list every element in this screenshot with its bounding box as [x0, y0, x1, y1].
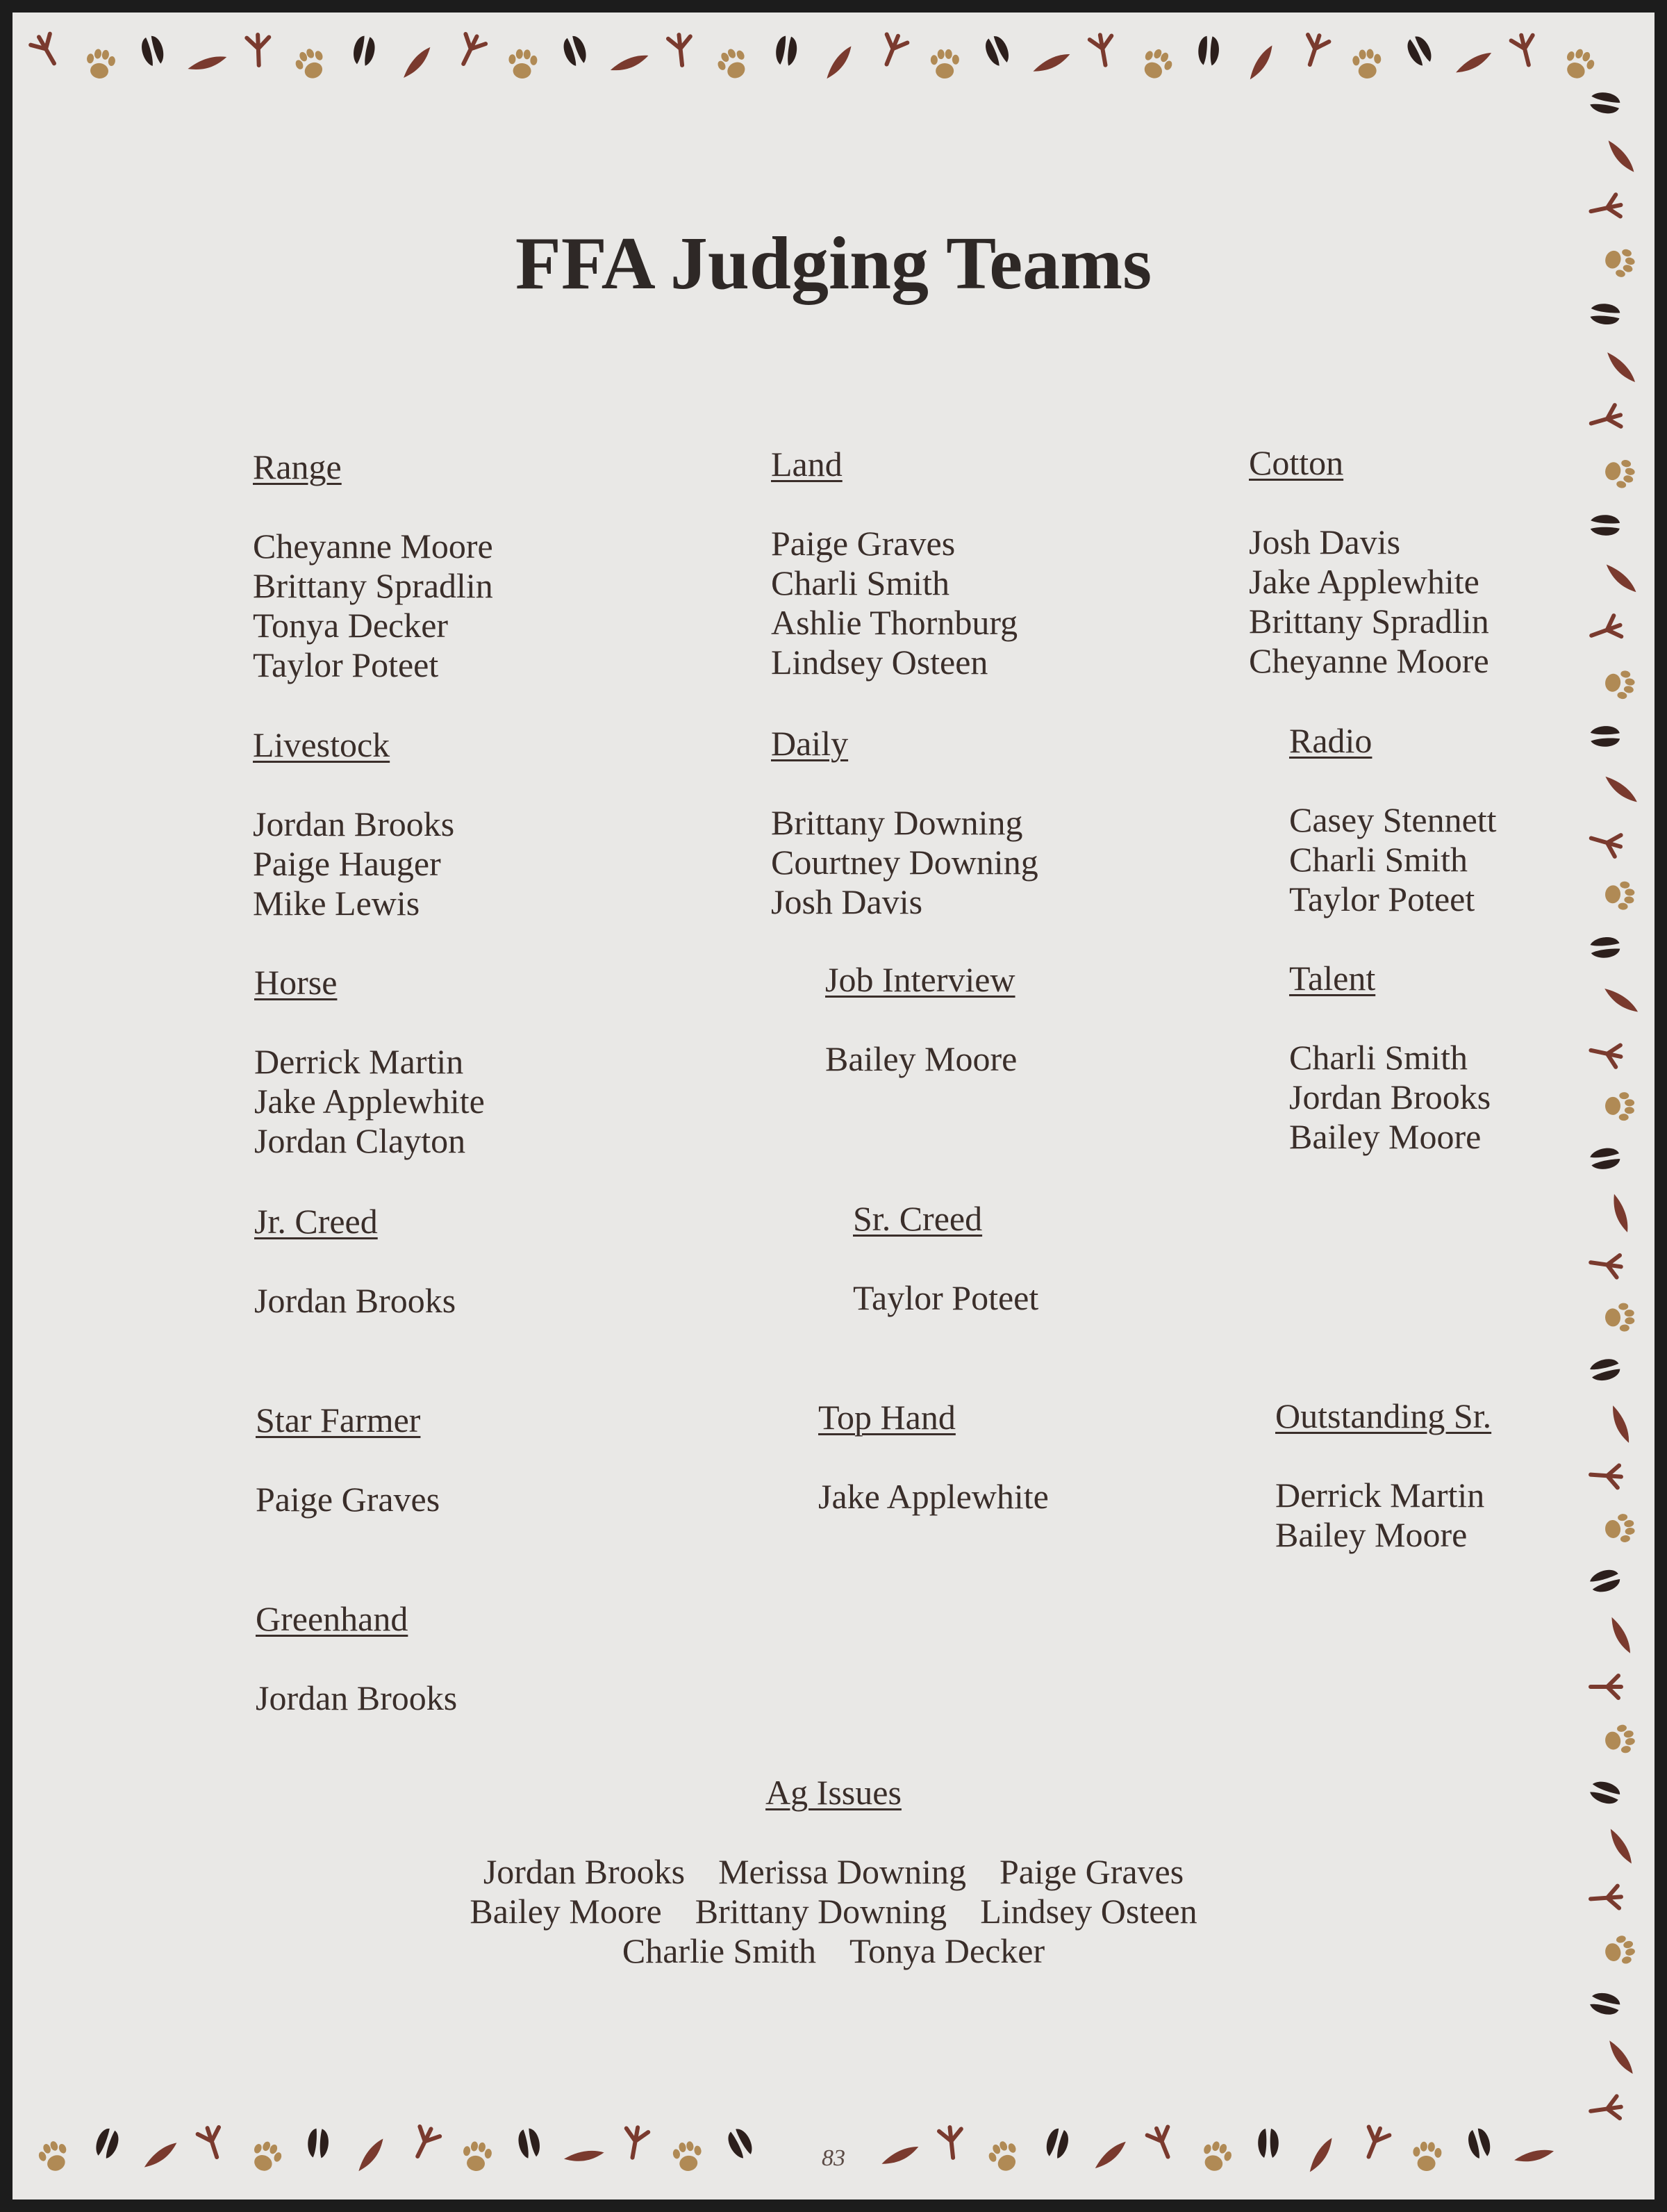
ag-issues-row — [13, 1852, 1654, 1892]
section-heading: Jr. Creed — [254, 1202, 378, 1241]
section-heading: Greenhand — [256, 1599, 408, 1638]
paw-print-icon — [1560, 45, 1598, 83]
feather-track-icon — [1607, 350, 1635, 384]
team-member: Cheyanne Moore — [1249, 641, 1489, 680]
team-member: Cheyanne Moore — [253, 527, 493, 566]
team-member: Bailey Moore — [1275, 1515, 1468, 1554]
paw-print-icon — [292, 44, 330, 83]
team-member: Paige Hauger — [253, 844, 441, 883]
feather-track-icon — [1604, 1405, 1637, 1443]
bird-track-icon — [1089, 33, 1116, 67]
team-job-interview — [825, 960, 1017, 1079]
team-member: Jordan Brooks — [483, 1852, 686, 1891]
team-member: Charli Smith — [771, 563, 949, 602]
hoof-print-icon — [1590, 515, 1620, 536]
yearbook-page — [13, 13, 1654, 2199]
bird-track-icon — [1589, 1039, 1623, 1067]
bird-track-icon — [1589, 194, 1623, 222]
section-heading: Top Hand — [818, 1398, 956, 1437]
bird-track-icon — [1588, 404, 1623, 434]
team-member: Paige Graves — [1000, 1852, 1184, 1891]
team-member: Casey Stennett — [1289, 800, 1497, 839]
team-member: Jordan Brooks — [256, 1678, 458, 1717]
section-heading: Job Interview — [825, 960, 1015, 999]
team-ag-issues — [13, 1773, 1654, 1971]
section-heading: Horse — [254, 963, 338, 1002]
team-member: Josh Davis — [1249, 522, 1401, 561]
team-member: Charlie Smith — [622, 1931, 817, 1970]
hoof-print-icon — [774, 35, 799, 67]
paw-print-icon — [1602, 456, 1637, 490]
team-member: Merissa Downing — [718, 1852, 966, 1891]
section-heading: Land — [771, 445, 843, 484]
team-member: Josh Davis — [771, 882, 923, 921]
team-member: Jordan Brooks — [1289, 1078, 1491, 1116]
feather-track-icon — [399, 47, 435, 78]
feather-track-icon — [1456, 48, 1491, 78]
team-member: Derrick Martin — [254, 1042, 464, 1081]
team-talent — [1289, 959, 1491, 1157]
section-heading: Daily — [771, 724, 849, 763]
team-horse — [254, 963, 485, 1161]
team-member: Derrick Martin — [1275, 1476, 1485, 1514]
section-heading: Cotton — [1249, 443, 1344, 482]
hoof-print-icon — [1589, 1356, 1622, 1383]
section-heading: Radio — [1289, 721, 1372, 760]
section-heading: Sr. Creed — [853, 1199, 983, 1238]
bird-track-icon — [1588, 827, 1623, 857]
feather-track-icon — [1033, 47, 1070, 79]
section-heading: Livestock — [253, 725, 390, 764]
hoof-print-icon — [1590, 725, 1620, 747]
bird-track-icon — [1589, 2096, 1623, 2122]
team-member: Brittany Spradlin — [253, 566, 493, 605]
feather-track-icon — [1607, 561, 1636, 596]
team-member: Ashlie Thornburg — [771, 603, 1018, 642]
page-title: FFA Judging Teams — [515, 222, 1152, 305]
team-member: Paige Graves — [256, 1480, 440, 1519]
team-member: Mike Lewis — [253, 884, 420, 923]
team-greenhand — [256, 1599, 457, 1718]
feather-track-icon — [1606, 1617, 1636, 1653]
hoof-print-icon — [139, 34, 167, 68]
feather-track-icon — [611, 47, 649, 80]
team-cotton — [1249, 443, 1489, 681]
bird-track-icon — [1589, 1251, 1623, 1278]
team-member: Taylor Poteet — [1289, 880, 1475, 918]
ag-issues-members — [13, 1852, 1654, 1971]
team-member: Brittany Spradlin — [1249, 602, 1489, 641]
hoof-print-icon — [1197, 35, 1220, 66]
feather-track-icon — [1242, 45, 1280, 79]
feather-track-icon — [1604, 1194, 1638, 1232]
feather-track-icon — [1604, 982, 1638, 1020]
team-radio — [1289, 721, 1497, 919]
bird-track-icon — [668, 33, 693, 66]
hoof-print-icon — [1590, 936, 1621, 959]
team-livestock — [253, 725, 454, 923]
team-jr-creed — [254, 1202, 456, 1321]
paw-print-icon — [85, 48, 117, 81]
bird-track-icon — [1300, 32, 1330, 68]
hoof-print-icon — [351, 34, 377, 67]
bird-track-icon — [877, 32, 909, 69]
ag-issues-heading: Ag Issues — [765, 1773, 902, 1812]
paw-print-icon — [931, 49, 960, 79]
team-member: Jordan Brooks — [254, 1281, 456, 1320]
team-top-hand — [818, 1398, 1049, 1517]
team-member: Brittany Downing — [695, 1892, 947, 1931]
team-member: Brittany Downing — [771, 803, 1023, 842]
team-member: Tonya Decker — [253, 606, 449, 645]
team-member: Paige Graves — [771, 524, 956, 563]
feather-track-icon — [1608, 2040, 1634, 2074]
team-sr-creed — [853, 1199, 1038, 1318]
bird-track-icon — [1511, 33, 1540, 67]
hoof-print-icon — [1589, 1990, 1622, 2017]
team-member: Jake Applewhite — [1249, 562, 1479, 601]
team-member: Lindsey Osteen — [771, 643, 988, 682]
team-member: Taylor Poteet — [853, 1278, 1039, 1317]
section-heading: Range — [253, 447, 342, 486]
team-member: Lindsey Osteen — [980, 1892, 1197, 1931]
team-member: Taylor Poteet — [253, 645, 439, 684]
feather-track-icon — [1609, 140, 1634, 173]
team-member: Charli Smith — [1289, 1038, 1468, 1077]
hoof-print-icon — [1404, 33, 1436, 69]
paw-print-icon — [1603, 1723, 1637, 1756]
team-member: Charli Smith — [1289, 840, 1468, 879]
hoof-print-icon — [1589, 1146, 1621, 1171]
bird-track-icon — [1591, 1676, 1621, 1698]
team-member: Jordan Brooks — [253, 804, 455, 843]
section-heading: Outstanding Sr. — [1275, 1396, 1492, 1435]
team-member: Tonya Decker — [849, 1931, 1045, 1970]
paw-print-icon — [1352, 48, 1383, 79]
ag-issues-row — [13, 1931, 1654, 1971]
team-member: Jordan Clayton — [254, 1121, 466, 1160]
team-outstanding-sr — [1275, 1396, 1491, 1555]
paw-print-icon — [1603, 668, 1636, 700]
paw-print-icon — [1604, 1512, 1636, 1544]
paw-print-icon — [713, 44, 752, 84]
ag-issues-row — [13, 1892, 1654, 1931]
team-member: Jake Applewhite — [254, 1082, 485, 1121]
bird-track-icon — [247, 34, 270, 65]
bird-track-icon — [454, 31, 487, 69]
hoof-print-icon — [982, 33, 1013, 68]
feather-track-icon — [1605, 771, 1636, 808]
paw-print-icon — [1604, 1303, 1635, 1332]
team-star-farmer — [256, 1401, 440, 1519]
section-heading: Star Farmer — [256, 1401, 421, 1439]
hoof-print-icon — [1588, 1567, 1622, 1595]
feather-track-icon — [820, 47, 858, 79]
page-number: 83 — [822, 2145, 845, 2171]
team-member: Bailey Moore — [470, 1892, 662, 1931]
paw-print-icon — [1604, 880, 1635, 911]
team-range — [253, 447, 493, 685]
bird-track-icon — [1588, 615, 1624, 646]
hoof-print-icon — [1589, 90, 1621, 115]
team-daily — [771, 724, 1038, 922]
team-member: Courtney Downing — [771, 843, 1038, 882]
team-member: Bailey Moore — [825, 1039, 1018, 1078]
team-member: Bailey Moore — [1289, 1117, 1482, 1156]
paw-print-icon — [1138, 44, 1177, 83]
section-heading: Talent — [1289, 959, 1376, 998]
paw-print-icon — [508, 49, 538, 79]
feather-track-icon — [188, 46, 226, 81]
hoof-print-icon — [561, 33, 590, 68]
team-member: Jake Applewhite — [818, 1477, 1049, 1516]
bird-track-icon — [29, 31, 64, 69]
team-land — [771, 445, 1018, 682]
bird-track-icon — [1590, 1464, 1622, 1488]
paw-print-icon — [1605, 1092, 1635, 1121]
